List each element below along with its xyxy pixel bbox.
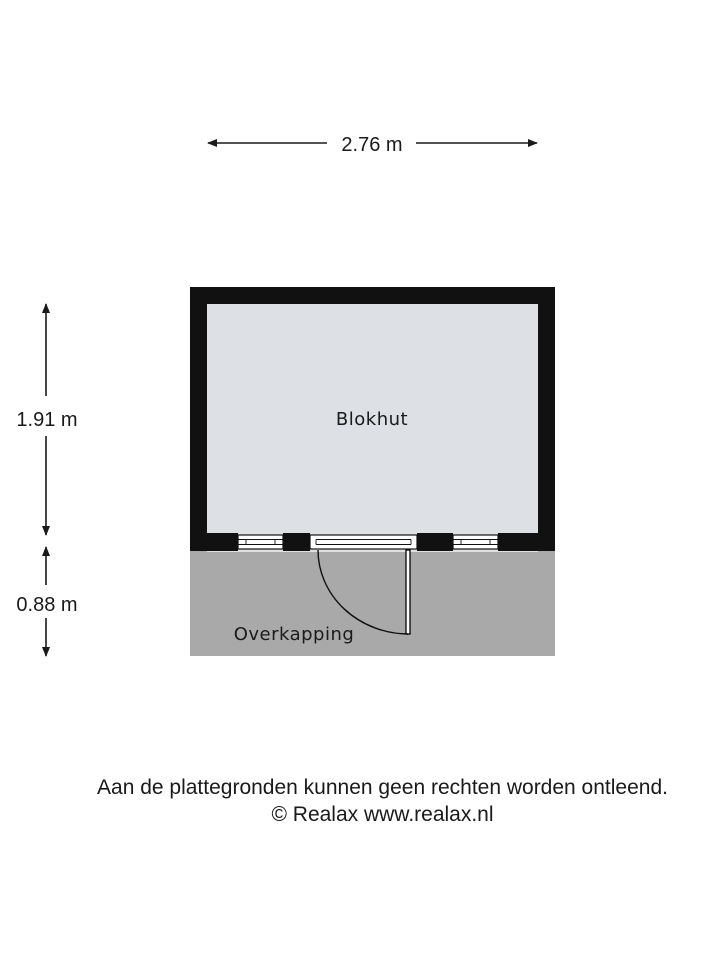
height-dimension xyxy=(16,304,77,535)
front-wall xyxy=(190,533,555,552)
wall-segment-mid-right xyxy=(417,533,453,551)
height-label: 1.91 m xyxy=(16,409,78,431)
room-label-overkapping: Overkapping xyxy=(233,624,355,645)
wall-segment-left xyxy=(190,533,238,551)
disclaimer-text: Aan de plattegronden kunnen geen rechten worden ontleend. xyxy=(97,776,668,799)
window-left xyxy=(238,535,283,549)
wall-segment-mid-left xyxy=(283,533,310,551)
copyright-text: © Realax www.realax.nl xyxy=(271,803,494,826)
width-label: 2.76 m xyxy=(341,134,403,156)
window-right xyxy=(453,535,498,549)
door-leaf xyxy=(406,550,410,634)
canopy-label: 0.88 m xyxy=(16,594,78,616)
room-label-blokhut: Blokhut xyxy=(335,409,409,430)
canopy-dimension xyxy=(16,547,77,656)
width-dimension xyxy=(208,134,537,156)
wall-segment-right xyxy=(498,533,555,551)
door-frame xyxy=(310,535,417,549)
